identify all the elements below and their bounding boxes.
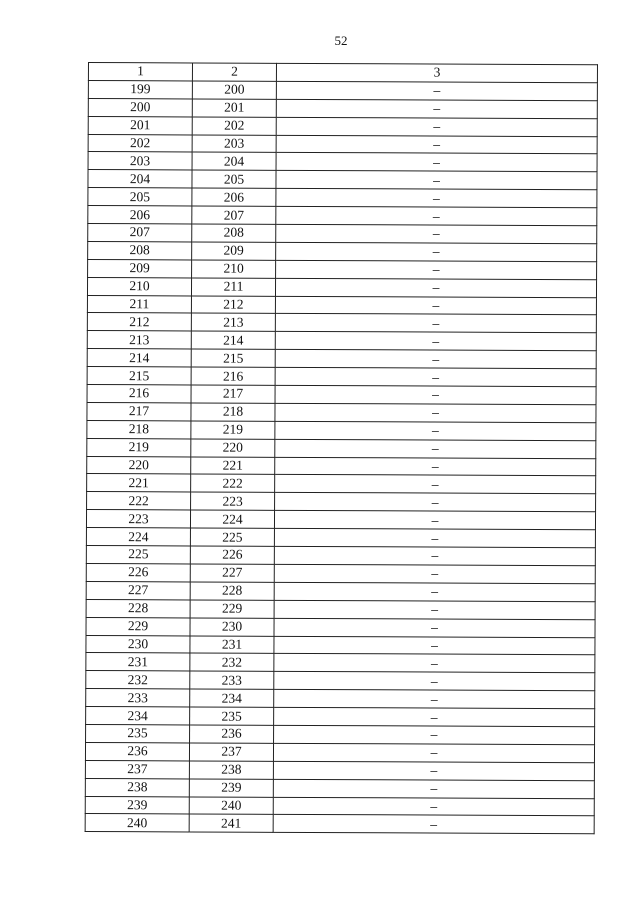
table-cell: 236 bbox=[85, 742, 189, 760]
table-cell: 223 bbox=[191, 492, 275, 510]
table-cell: 237 bbox=[189, 743, 273, 761]
table-cell: 210 bbox=[192, 260, 276, 278]
table-row bbox=[86, 617, 595, 637]
table-cell: 230 bbox=[86, 635, 190, 653]
table-cell: 229 bbox=[86, 617, 190, 635]
table-cell: 211 bbox=[87, 295, 191, 313]
table-row bbox=[85, 742, 594, 762]
table-row bbox=[88, 188, 597, 208]
table-cell: 211 bbox=[191, 278, 275, 296]
table-cell: 217 bbox=[87, 402, 191, 420]
table-cell: 239 bbox=[85, 796, 189, 814]
table-cell: – bbox=[275, 314, 596, 333]
table-cell: – bbox=[276, 224, 597, 243]
table-cell: 222 bbox=[87, 492, 191, 510]
table-cell: 216 bbox=[87, 385, 191, 403]
table-cell: – bbox=[274, 564, 595, 583]
table-cell: – bbox=[275, 421, 596, 440]
table-cell: – bbox=[274, 600, 595, 619]
table-row bbox=[87, 420, 596, 440]
table-row bbox=[86, 653, 595, 673]
table-cell: 212 bbox=[87, 313, 191, 331]
table-cell: – bbox=[274, 707, 595, 726]
table-cell: 213 bbox=[191, 313, 275, 331]
table-row bbox=[85, 796, 594, 816]
table-cell: 227 bbox=[190, 564, 274, 582]
table-cell: 234 bbox=[86, 707, 190, 725]
table-cell: 230 bbox=[190, 618, 274, 636]
table-row bbox=[86, 510, 595, 530]
table-row bbox=[86, 599, 595, 619]
table-cell: – bbox=[274, 689, 595, 708]
table-row bbox=[86, 671, 595, 691]
table-cell: – bbox=[275, 385, 596, 404]
column-header: 2 bbox=[192, 63, 276, 81]
table-cell: 215 bbox=[191, 349, 275, 367]
table-cell: 240 bbox=[85, 814, 189, 832]
table-cell: 220 bbox=[87, 456, 191, 474]
data-table bbox=[85, 62, 598, 835]
table-cell: 201 bbox=[88, 116, 192, 134]
table-cell: – bbox=[274, 618, 595, 637]
table-row bbox=[87, 349, 596, 369]
table-cell: 212 bbox=[191, 296, 275, 314]
column-header: 3 bbox=[276, 63, 597, 82]
table-cell: 229 bbox=[190, 600, 274, 618]
table-row bbox=[87, 438, 596, 458]
table-cell: – bbox=[275, 439, 596, 458]
table-cell: – bbox=[273, 743, 594, 762]
table-row bbox=[86, 581, 595, 601]
table-cell: – bbox=[275, 403, 596, 422]
table-cell: 206 bbox=[192, 188, 276, 206]
table-cell: 235 bbox=[190, 707, 274, 725]
table-cell: 214 bbox=[191, 331, 275, 349]
table-cell: 225 bbox=[86, 546, 190, 564]
table-cell: – bbox=[274, 582, 595, 601]
table-cell: 199 bbox=[88, 80, 192, 98]
table-cell: – bbox=[276, 99, 597, 118]
table-cell: 203 bbox=[192, 135, 276, 153]
table-body bbox=[85, 80, 597, 834]
table-cell: 213 bbox=[87, 331, 191, 349]
table-cell: – bbox=[276, 117, 597, 136]
table-cell: 203 bbox=[88, 152, 192, 170]
table-cell: 217 bbox=[191, 385, 275, 403]
table-cell: 231 bbox=[190, 635, 274, 653]
table-cell: 209 bbox=[88, 259, 192, 277]
table-cell: 238 bbox=[189, 761, 273, 779]
table-cell: – bbox=[275, 332, 596, 351]
table-cell: 221 bbox=[191, 457, 275, 475]
table-cell: 220 bbox=[191, 439, 275, 457]
table-row bbox=[87, 474, 596, 494]
table-cell: 202 bbox=[88, 134, 192, 152]
table-header-row bbox=[88, 63, 597, 83]
table-row bbox=[87, 456, 596, 476]
table-cell: – bbox=[276, 206, 597, 225]
table-cell: – bbox=[275, 367, 596, 386]
table-cell: – bbox=[275, 493, 596, 512]
table-cell: – bbox=[275, 296, 596, 315]
table-row bbox=[88, 80, 597, 100]
table-row bbox=[87, 295, 596, 315]
table-cell: 218 bbox=[191, 403, 275, 421]
table-cell: 240 bbox=[189, 796, 273, 814]
table-cell: 206 bbox=[88, 206, 192, 224]
table-cell: – bbox=[273, 779, 594, 798]
table-cell: 228 bbox=[86, 599, 190, 617]
table-cell: – bbox=[275, 475, 596, 494]
table-cell: – bbox=[276, 135, 597, 154]
table-cell: 224 bbox=[86, 528, 190, 546]
table-row bbox=[88, 134, 597, 154]
table-row bbox=[85, 814, 594, 834]
table-row bbox=[87, 313, 596, 333]
table-cell: 205 bbox=[88, 188, 192, 206]
table-cell: – bbox=[276, 153, 597, 172]
table-cell: 219 bbox=[87, 438, 191, 456]
table-cell: 221 bbox=[87, 474, 191, 492]
table-row bbox=[86, 689, 595, 709]
table-cell: 215 bbox=[87, 367, 191, 385]
table-cell: 208 bbox=[88, 241, 192, 259]
table-row bbox=[87, 385, 596, 405]
table-cell: – bbox=[274, 511, 595, 530]
table-row bbox=[86, 546, 595, 566]
table-cell: 228 bbox=[190, 582, 274, 600]
table-cell: 232 bbox=[86, 671, 190, 689]
table-row bbox=[88, 170, 597, 190]
table-cell: – bbox=[276, 171, 597, 190]
table-cell: 207 bbox=[88, 224, 192, 242]
table-cell: 239 bbox=[189, 779, 273, 797]
table-cell: 201 bbox=[192, 99, 276, 117]
table-cell: 205 bbox=[192, 170, 276, 188]
table-cell: 207 bbox=[192, 206, 276, 224]
table-cell: – bbox=[275, 457, 596, 476]
table-cell: 232 bbox=[190, 653, 274, 671]
table-cell: – bbox=[274, 725, 595, 744]
table-cell: – bbox=[276, 189, 597, 208]
table-row bbox=[87, 492, 596, 512]
table-cell: 238 bbox=[85, 778, 189, 796]
table-cell: 209 bbox=[192, 242, 276, 260]
table-cell: 204 bbox=[88, 170, 192, 188]
table-cell: 204 bbox=[192, 152, 276, 170]
table-cell: 200 bbox=[88, 98, 192, 116]
table-cell: 233 bbox=[86, 689, 190, 707]
table-row bbox=[86, 707, 595, 727]
table-cell: 200 bbox=[192, 81, 276, 99]
table-row bbox=[88, 152, 597, 172]
table-cell: – bbox=[274, 546, 595, 565]
table-cell: 231 bbox=[86, 653, 190, 671]
table-cell: – bbox=[273, 761, 594, 780]
table-cell: – bbox=[273, 797, 594, 816]
table-row bbox=[86, 528, 595, 548]
table-cell: – bbox=[276, 260, 597, 279]
table-row bbox=[88, 241, 597, 261]
table-cell: 233 bbox=[190, 671, 274, 689]
table-cell: – bbox=[275, 350, 596, 369]
table-cell: – bbox=[275, 278, 596, 297]
table-cell: 235 bbox=[86, 724, 190, 742]
table-cell: 227 bbox=[86, 581, 190, 599]
table-row bbox=[85, 760, 594, 780]
table-cell: 208 bbox=[192, 224, 276, 242]
table-cell: 214 bbox=[87, 349, 191, 367]
table-cell: – bbox=[273, 815, 594, 834]
table-cell: 219 bbox=[191, 421, 275, 439]
table-row bbox=[88, 98, 597, 118]
table-row bbox=[87, 402, 596, 422]
table-row bbox=[86, 724, 595, 744]
table-cell: 237 bbox=[85, 760, 189, 778]
table-row bbox=[88, 224, 597, 244]
table-row bbox=[86, 635, 595, 655]
table-row bbox=[87, 367, 596, 387]
table-cell: 210 bbox=[87, 277, 191, 295]
table-cell: 226 bbox=[86, 563, 190, 581]
table-cell: – bbox=[276, 242, 597, 261]
table-cell: 223 bbox=[86, 510, 190, 528]
column-header: 1 bbox=[88, 63, 192, 81]
table-cell: 216 bbox=[191, 367, 275, 385]
table-cell: 222 bbox=[191, 474, 275, 492]
table-cell: – bbox=[274, 636, 595, 655]
table-cell: 234 bbox=[190, 689, 274, 707]
table-cell: 202 bbox=[192, 117, 276, 135]
table-cell: 241 bbox=[189, 814, 273, 832]
table-cell: 236 bbox=[190, 725, 274, 743]
table-row bbox=[85, 778, 594, 798]
table-cell: – bbox=[274, 672, 595, 691]
table-row bbox=[87, 331, 596, 351]
table-cell: 226 bbox=[190, 546, 274, 564]
page-number: 52 bbox=[334, 33, 348, 48]
table-cell: – bbox=[274, 654, 595, 673]
table-cell: – bbox=[276, 81, 597, 100]
table-row bbox=[88, 259, 597, 279]
table-cell: 225 bbox=[190, 528, 274, 546]
table-row bbox=[88, 206, 597, 226]
table-row bbox=[88, 116, 597, 136]
table-row bbox=[87, 277, 596, 297]
table-cell: 218 bbox=[87, 420, 191, 438]
table-row bbox=[86, 563, 595, 583]
table-cell: 224 bbox=[190, 510, 274, 528]
table-cell: – bbox=[274, 528, 595, 547]
